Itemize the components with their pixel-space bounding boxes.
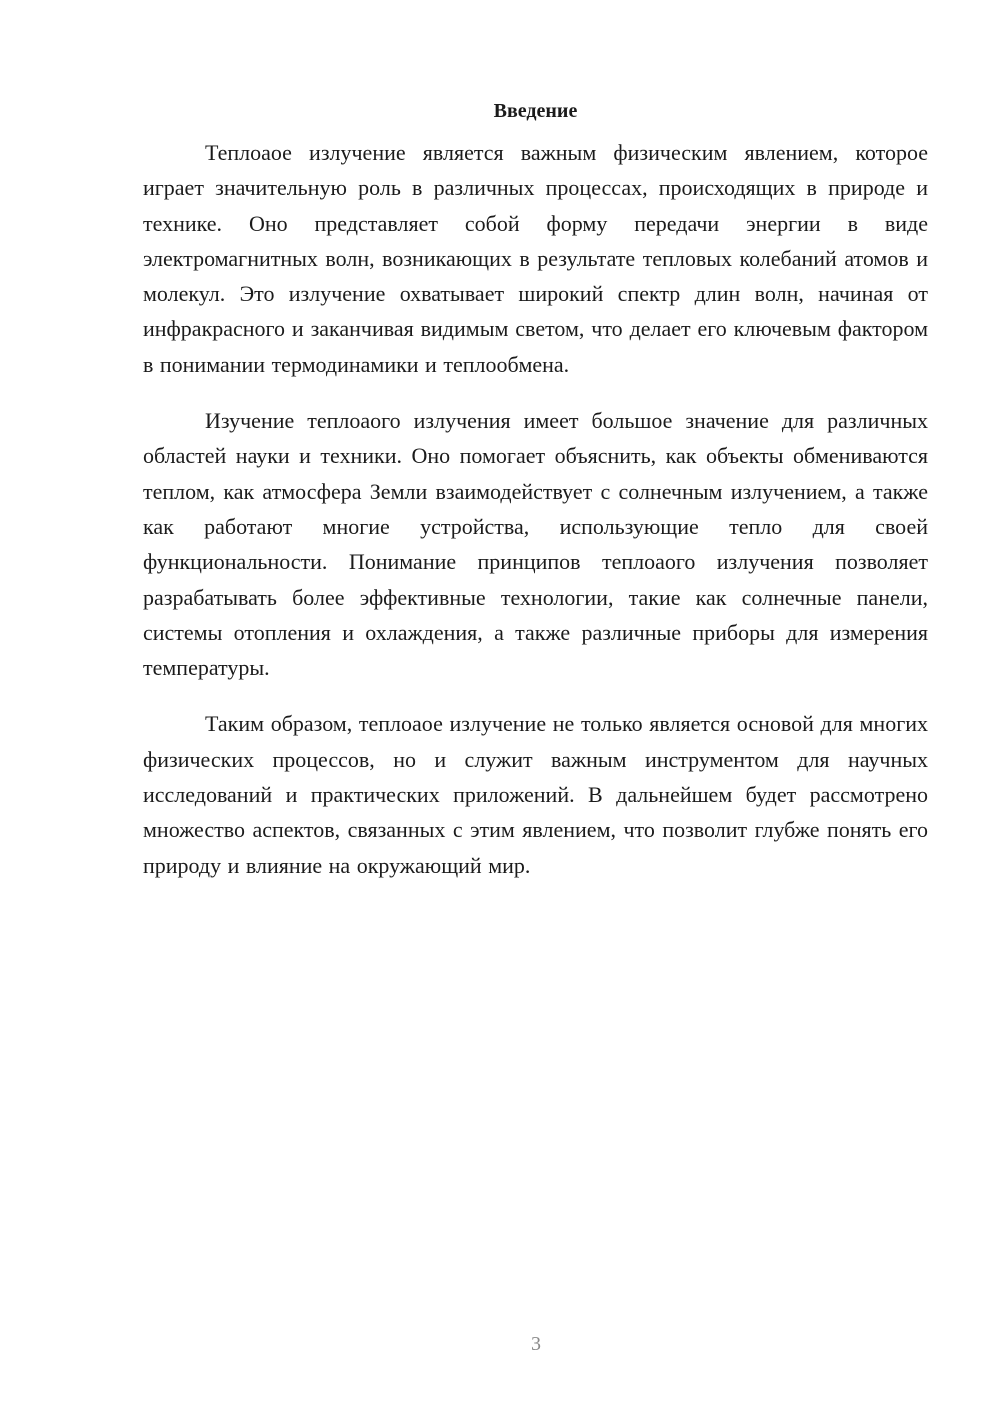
paragraph-3: Таким образом, теплоаое излучение не только является основой для многих физических процессов, но и служит важным инструментом для научных исследований и практических приложений. В дальнейшем будет рассмотрено множество аспектов, связанных с этим явлением, что позволит глубже понять его природу и влияние на окружающий мир. [143,711,928,878]
page-content [143,95,928,904]
page-number: 3 [531,1333,541,1355]
paragraph-1: Теплоаое излучение является важным физическим явлением, которое играет значительную роль в различных процессах, происходящих в природе и технике. Оно представляет собой форму передачи энергии в виде электромагнитных волн, возникающих в результате тепловых колебаний атомов и молекул. Это излучение охватывает широкий спектр длин волн, начиная от инфракрасного и заканчивая видимым светом, что делает его ключевым фактором в понимании термодинамики и теплообмена. [143,140,928,377]
paragraph-2: Изучение теплоаого излучения имеет большое значение для различных областей науки и техники. Оно помогает объяснить, как объекты обмениваются теплом, как атмосфера Земли взаимодействует с солнечным излучением, а также как работают многие устройства, использующие тепло для своей функциональности. Понимание принципов теплоаого излучения позволяет разрабатывать более эффективные технологии, такие как солнечные панели, системы отопления и охлаждения, а также различные приборы для измерения температуры. [143,408,928,681]
section-heading: Введение [493,100,578,122]
